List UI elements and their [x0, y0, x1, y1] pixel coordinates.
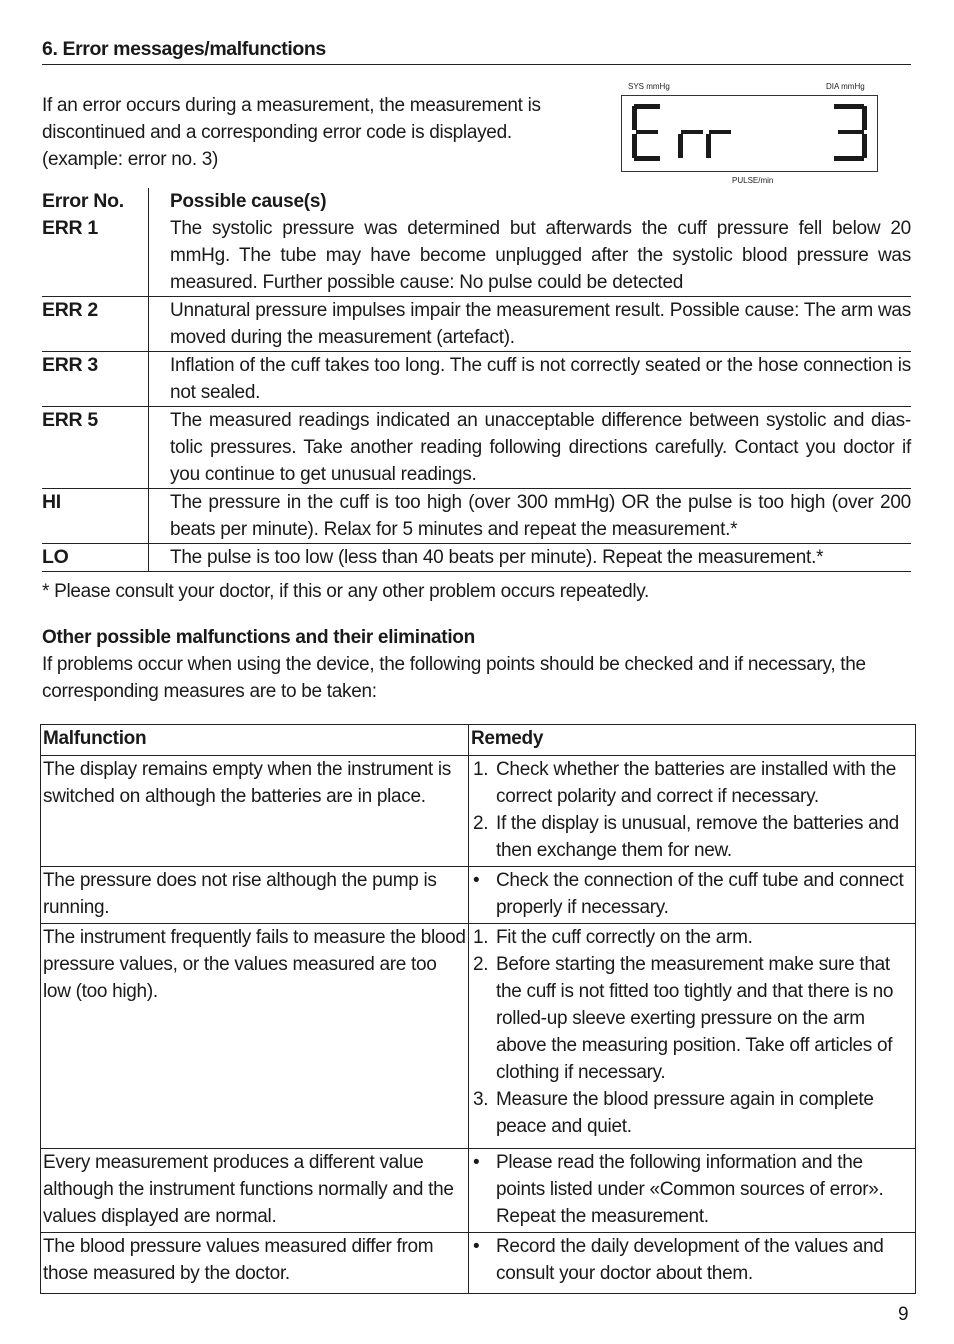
remedy-item	[471, 1149, 913, 1230]
remedy-text: If the display is unusual, remove the batteries and then exchange them for new.	[496, 813, 899, 861]
error-code: ERR 3	[42, 354, 98, 376]
footnote: * Please consult your doctor, if this or any other problem occurs repeatedly.	[42, 581, 650, 602]
remedy-list	[471, 756, 913, 864]
error-cause: The measured readings indicated an unacceptable difference between systolic and dias-tolic pressures. Take another reading following directions carefully. Contact you doctor if you continue to get unusual readings.	[148, 407, 911, 488]
remedy-cell	[469, 756, 916, 867]
table-row	[41, 1233, 916, 1294]
error-row	[42, 297, 911, 352]
malfunction-cell: The display remains empty when the instrument is switched on although the batteries are in place.	[41, 756, 469, 867]
lcd-err-3-readout	[622, 96, 877, 171]
remedy-text: Fit the cuff correctly on the arm.	[496, 927, 753, 948]
bullet-icon: •	[473, 1236, 480, 1257]
list-marker: 2.	[473, 954, 489, 975]
table-row	[41, 924, 916, 1149]
error-code: ERR 1	[42, 217, 98, 239]
remedy-cell	[469, 924, 916, 1149]
table-row	[41, 756, 916, 867]
error-row	[42, 489, 911, 544]
intro-text: If an error occurs during a measurement, the measurement is discontinued and a corresponding error code is displayed. (example: error no. 3)	[42, 95, 541, 170]
table-row	[41, 1149, 916, 1233]
page-number: 9	[898, 1304, 909, 1325]
list-marker: 3.	[473, 1089, 489, 1110]
malfunctions-intro: If problems occur when using the device, the following points should be checked and if necessary, the corresponding measures are to be taken:	[42, 654, 866, 702]
remedy-text: Check the connection of the cuff tube and connect properly if necessary.	[496, 870, 904, 918]
remedy-item	[471, 867, 913, 921]
remedy-list	[471, 867, 913, 921]
remedy-text: Check whether the batteries are installed with the correct polarity and correct if necessary.	[496, 759, 897, 807]
remedy-text: Measure the blood pressure again in complete peace and quiet.	[496, 1089, 874, 1137]
cause-header: Possible cause(s)	[148, 188, 911, 215]
lcd-pulse-label: PULSE/min	[732, 176, 774, 185]
error-row	[42, 544, 911, 572]
lcd-sys-label: SYS mmHg	[628, 82, 670, 91]
error-cause: The pressure in the cuff is too high (over 300 mmHg) OR the pulse is too high (over 200 beats per minute). Relax for 5 minutes and repeat the measurement.*	[148, 489, 911, 543]
section-heading: 6. Error messages/malfunctions	[42, 38, 911, 65]
lcd-display	[621, 95, 878, 172]
list-marker: 2.	[473, 813, 489, 834]
malfunction-cell: The instrument frequently fails to measure the blood pressure values, or the values measured are too low (too high).	[41, 924, 469, 1149]
error-cause: Inflation of the cuff takes too long. The cuff is not correctly seated or the hose connection is not sealed.	[148, 352, 911, 406]
remedy-item	[471, 1233, 913, 1287]
remedy-item	[471, 951, 913, 1086]
malfunction-cell: Every measurement produces a different value although the instrument functions normally and the values displayed are normal.	[41, 1149, 469, 1233]
malfunction-table-header	[41, 725, 916, 756]
remedy-text: Record the daily development of the values and consult your doctor about them.	[496, 1236, 884, 1284]
remedy-cell	[469, 1149, 916, 1233]
error-row	[42, 215, 911, 297]
bullet-icon: •	[473, 1152, 480, 1173]
remedy-list	[471, 1149, 913, 1230]
bullet-icon: •	[473, 870, 480, 891]
malfunction-cell: The pressure does not rise although the pump is running.	[41, 867, 469, 924]
remedy-item	[471, 1086, 913, 1140]
malfunction-header: Malfunction	[41, 725, 469, 756]
remedy-list	[471, 924, 913, 1140]
error-cause: The pulse is too low (less than 40 beats per minute). Repeat the measurement.*	[148, 544, 911, 571]
error-code: ERR 2	[42, 299, 98, 321]
malfunction-table	[40, 724, 916, 1294]
malfunction-cell: The blood pressure values measured differ from those measured by the doctor.	[41, 1233, 469, 1294]
remedy-cell	[469, 867, 916, 924]
remedy-text: Please read the following information and the points listed under «Common sources of error». Repeat the measurement.	[496, 1152, 884, 1227]
error-table	[42, 188, 911, 572]
remedy-text: Before starting the measurement make sure that the cuff is not fitted too tightly and that there is no rolled-up sleeve exerting pressure on the arm above the measuring position. Take off articles of clothing if necessary.	[496, 954, 894, 1083]
error-no-header: Error No.	[42, 190, 124, 212]
error-table-header	[42, 188, 911, 215]
lcd-dia-label: DIA mmHg	[826, 82, 865, 91]
remedy-item	[471, 756, 913, 810]
error-cause: Unnatural pressure impulses impair the measurement result. Possible cause: The arm was moved during the measurement (artefact).	[148, 297, 911, 351]
list-marker: 1.	[473, 759, 489, 780]
error-code: HI	[42, 491, 61, 513]
error-code: LO	[42, 546, 69, 568]
remedy-cell	[469, 1233, 916, 1294]
error-code: ERR 5	[42, 409, 98, 431]
remedy-header: Remedy	[469, 725, 916, 756]
remedy-list	[471, 1233, 913, 1287]
error-cause: The systolic pressure was determined but afterwards the cuff pressure fell below 20 mmHg. The tube may have become unplugged after the systolic blood pressure was measured. Further possible cause: No pulse could be detected	[148, 215, 911, 296]
list-marker: 1.	[473, 927, 489, 948]
remedy-item	[471, 924, 913, 951]
malfunctions-heading: Other possible malfunctions and their elimination	[42, 627, 475, 648]
error-row	[42, 352, 911, 407]
remedy-item	[471, 810, 913, 864]
error-row	[42, 407, 911, 489]
table-row	[41, 867, 916, 924]
